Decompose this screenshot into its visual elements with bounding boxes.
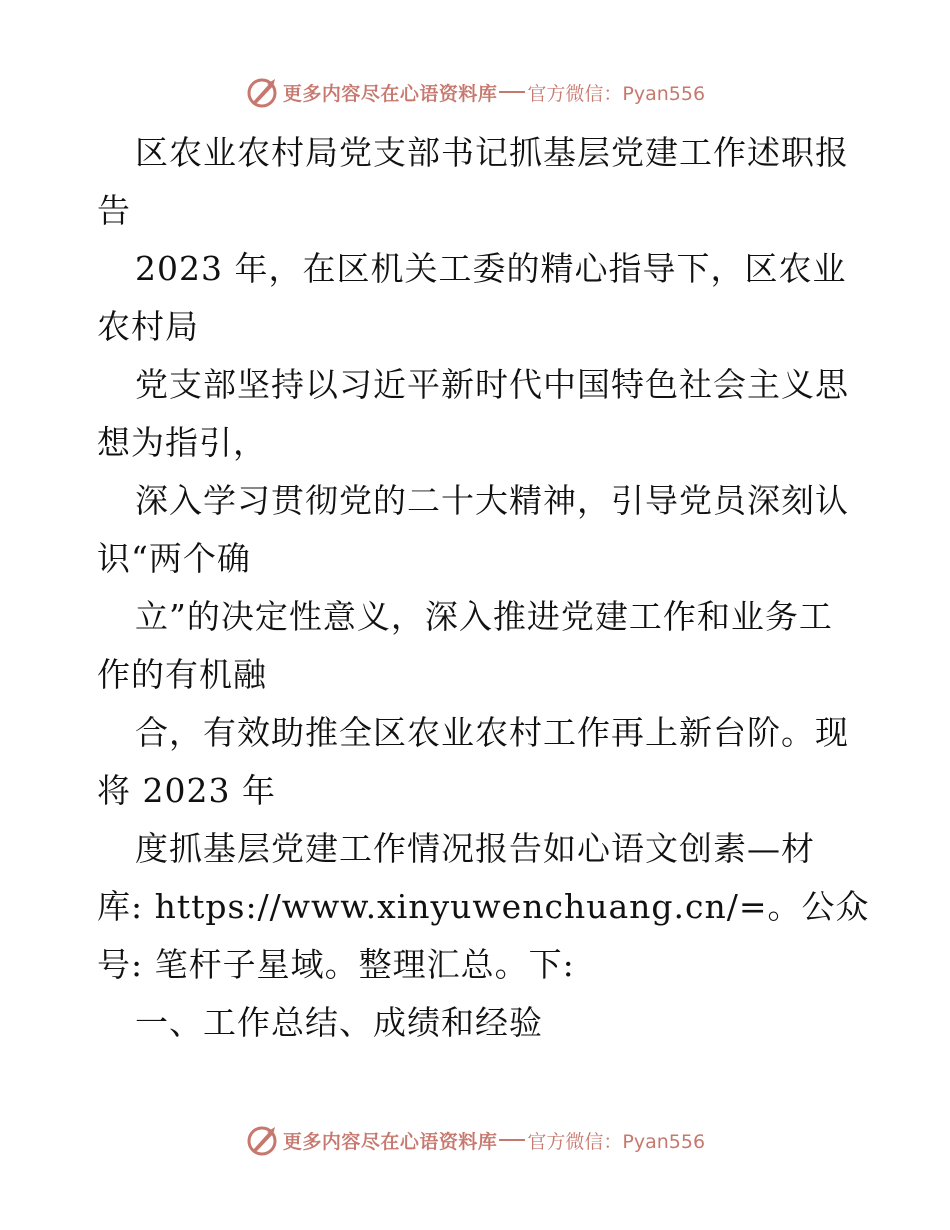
doc-title-line-1: 区农业农村局党支部书记抓基层党建工作述职报 xyxy=(135,133,849,172)
doc-paragraph-line: 将 2023 年 xyxy=(97,771,276,810)
doc-title-line-2: 告 xyxy=(97,191,131,230)
banner-wechat-text: 官方微信：Pyan556 xyxy=(527,1130,706,1153)
banner-brand-text: 更多内容尽在心语资料库 xyxy=(282,82,498,105)
banner-brand-text: 更多内容尽在心语资料库 xyxy=(282,1130,498,1153)
header-banner xyxy=(0,72,950,112)
section-heading: 一、工作总结、成绩和经验 xyxy=(135,1003,543,1042)
doc-paragraph-line: 号: 笔杆子星域。整理汇总。下: xyxy=(97,945,575,984)
doc-paragraph-line: 库: https://www.xinyuwenchuang.cn/=。公众 xyxy=(97,887,870,926)
doc-paragraph-line: 合，有效助推全区农业农村工作再上新台阶。现 xyxy=(135,713,849,752)
banner-wechat-text: 官方微信：Pyan556 xyxy=(527,82,706,105)
banner-divider xyxy=(499,91,525,93)
doc-paragraph-line: 作的有机融 xyxy=(97,655,267,694)
doc-paragraph-line: 识“两个确 xyxy=(97,539,251,578)
doc-paragraph-line: 2023 年，在区机关工委的精心指导下，区农业 xyxy=(135,249,847,288)
footer-banner xyxy=(0,1120,950,1160)
doc-paragraph-line: 深入学习贯彻党的二十大精神，引导党员深刻认 xyxy=(135,481,849,520)
doc-paragraph-line: 立”的决定性意义，深入推进党建工作和业务工 xyxy=(135,597,833,636)
banner-divider xyxy=(499,1139,525,1141)
doc-paragraph-line: 农村局 xyxy=(97,307,199,346)
doc-paragraph-line: 想为指引， xyxy=(97,423,267,462)
feather-pen-logo-icon xyxy=(245,75,279,109)
doc-paragraph-line: 度抓基层党建工作情况报告如心语文创素—材 xyxy=(135,829,815,868)
doc-paragraph-line: 党支部坚持以习近平新时代中国特色社会主义思 xyxy=(135,365,849,404)
feather-pen-logo-icon xyxy=(245,1123,279,1157)
document-body xyxy=(97,124,870,1052)
